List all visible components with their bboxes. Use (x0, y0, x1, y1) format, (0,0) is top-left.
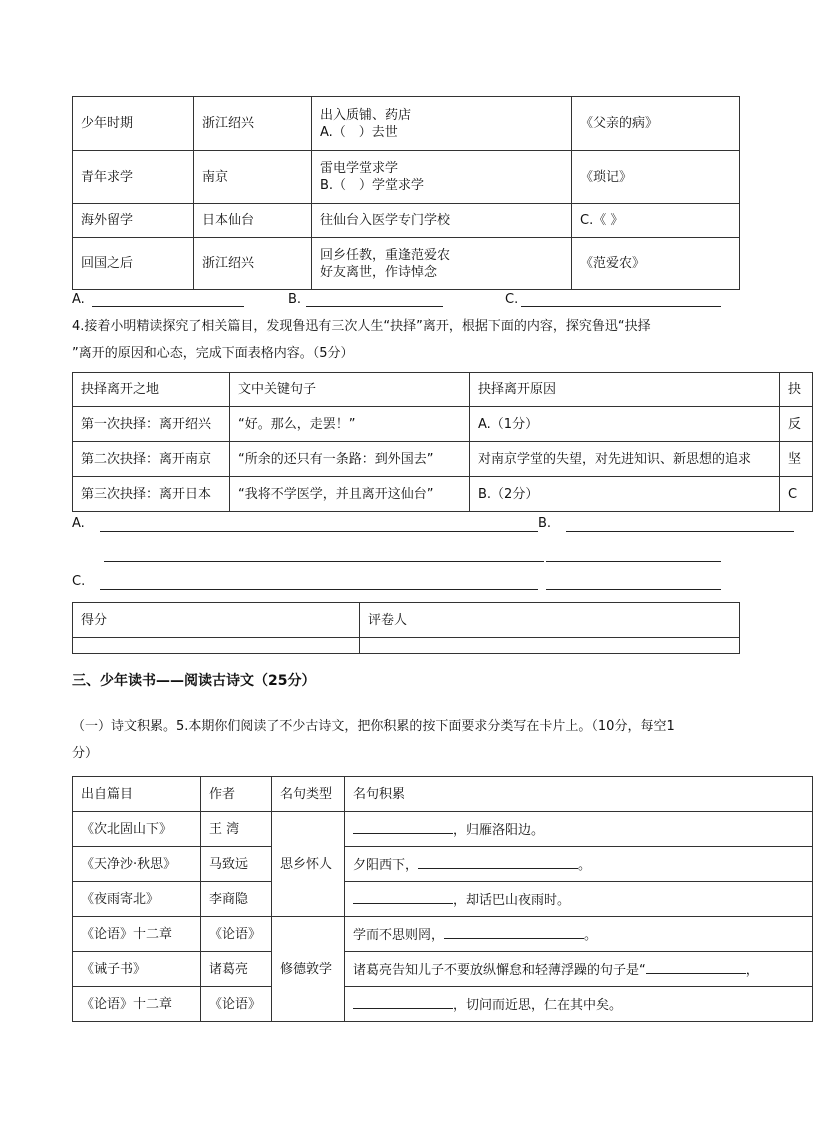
type-cell: 修德敦学 (272, 917, 345, 1022)
table-cell: B.（2分） (470, 477, 780, 512)
cell-event: 回乡任教，重逢范爱农 好友离世，作诗悼念 (312, 238, 572, 290)
header-cell: 出自篇目 (73, 777, 201, 812)
table-cell: “好。那么，走罢！” (230, 407, 470, 442)
author-cell: 马致远 (201, 847, 272, 882)
author-cell: 王 湾 (201, 812, 272, 847)
answer-c-label: C. (505, 292, 519, 307)
source-cell: 《诫子书》 (73, 952, 201, 987)
header-cell: 文中关键句子 (230, 373, 470, 407)
source-cell: 《夜雨寄北》 (73, 882, 201, 917)
table-cell: 坚 (780, 442, 813, 477)
cell-period: 少年时期 (73, 97, 194, 151)
section-title: 三、少年读书——阅读古诗文（25分） (72, 673, 316, 689)
score-value[interactable] (73, 638, 360, 654)
cell-place: 南京 (194, 151, 312, 204)
header-cell: 抉择离开原因 (470, 373, 780, 407)
reviewer-label: 评卷人 (360, 603, 740, 638)
quote-blank[interactable] (646, 959, 746, 974)
answer2-a-blank[interactable] (100, 531, 538, 532)
q5-text-line2: 分） (72, 746, 99, 761)
cell-place: 浙江绍兴 (194, 238, 312, 290)
source-cell: 《论语》十二章 (73, 987, 201, 1022)
poem-table-wrapper (72, 776, 794, 1022)
quote-blank[interactable] (353, 889, 453, 904)
author-cell: 《论语》 (201, 917, 272, 952)
author-cell: 《论语》 (201, 987, 272, 1022)
cell-event: 出入质铺、药店 A.（ ）去世 (312, 97, 572, 151)
answer2-a-label: A. (72, 516, 85, 531)
cell-work: C.《 》 (572, 204, 740, 238)
source-cell: 《天净沙·秋思》 (73, 847, 201, 882)
cell-event: 往仙台入医学专门学校 (312, 204, 572, 238)
quote-blank[interactable] (418, 854, 578, 869)
cell-period: 海外留学 (73, 204, 194, 238)
poem-table (72, 776, 813, 1022)
table-cell: 对南京学堂的失望，对先进知识、新思想的追求 (470, 442, 780, 477)
q5-text-line1: （一）诗文积累。5.本期你们阅读了不少古诗文，把你积累的按下面要求分类写在卡片上。（10分，每空1 (72, 719, 675, 734)
quote-cell: 诸葛亮告知儿子不要放纵懈怠和轻薄浮躁的句子是“ ， (345, 952, 813, 987)
answer-b-blank[interactable] (306, 306, 443, 307)
table-cell: “我将不学医学，并且离开这仙台” (230, 477, 470, 512)
table-cell: C (780, 477, 813, 512)
quote-cell: ，却话巴山夜雨时。 (345, 882, 813, 917)
table-cell: 第二次抉择：离开南京 (73, 442, 230, 477)
cell-work: 《范爱农》 (572, 238, 740, 290)
quote-cell: ，切问而近思，仁在其中矣。 (345, 987, 813, 1022)
answer2-b-label: B. (538, 516, 552, 531)
choice-table (72, 372, 813, 512)
table-cell: 第三次抉择：离开日本 (73, 477, 230, 512)
quote-cell: ，归雁洛阳边。 (345, 812, 813, 847)
score-label: 得分 (73, 603, 360, 638)
quote-blank[interactable] (444, 924, 584, 939)
q4-text-line1: 4.接着小明精读探究了相关篇目，发现鲁迅有三次人生“抉择”离开，根据下面的内容，探究鲁迅“抉择 (72, 319, 651, 334)
answer-c-blank[interactable] (521, 306, 721, 307)
choice-table-wrapper (72, 372, 802, 514)
cell-work: 《父亲的病》 (572, 97, 740, 151)
reviewer-value[interactable] (360, 638, 740, 654)
answer2-b-blank-2[interactable] (104, 561, 544, 562)
header-cell: 抉择离开之地 (73, 373, 230, 407)
answer-b-label: B. (288, 292, 302, 307)
author-cell: 李商隐 (201, 882, 272, 917)
answer2-c-label: C. (72, 574, 86, 589)
quote-cell: 夕阳西下， 。 (345, 847, 813, 882)
quote-blank[interactable] (353, 994, 453, 1009)
header-cell: 名句类型 (272, 777, 345, 812)
answer2-b-blank[interactable] (566, 531, 794, 532)
table-cell: 第一次抉择：离开绍兴 (73, 407, 230, 442)
header-cell: 抉 (780, 373, 813, 407)
cell-work: 《琐记》 (572, 151, 740, 204)
answer-a-blank[interactable] (92, 306, 244, 307)
score-table (72, 602, 740, 654)
cell-place: 日本仙台 (194, 204, 312, 238)
cell-event: 雷电学堂求学 B.（ ）学堂求学 (312, 151, 572, 204)
answer2-b-blank-3[interactable] (546, 561, 721, 562)
cell-period: 回国之后 (73, 238, 194, 290)
answer-a-label: A. (72, 292, 85, 307)
type-cell: 思乡怀人 (272, 812, 345, 917)
source-cell: 《论语》十二章 (73, 917, 201, 952)
table-cell: 反 (780, 407, 813, 442)
quote-cell: 学而不思则罔， 。 (345, 917, 813, 952)
answer2-c-blank-2[interactable] (546, 589, 721, 590)
table-cell: “所余的还只有一条路：到外国去” (230, 442, 470, 477)
author-cell: 诸葛亮 (201, 952, 272, 987)
q4-text-line2: ”离开的原因和心态，完成下面表格内容。（5分） (72, 346, 354, 361)
cell-place: 浙江绍兴 (194, 97, 312, 151)
answer2-c-blank[interactable] (100, 589, 538, 590)
header-cell: 名句积累 (345, 777, 813, 812)
source-cell: 《次北固山下》 (73, 812, 201, 847)
cell-period: 青年求学 (73, 151, 194, 204)
life-table (72, 96, 740, 290)
quote-blank[interactable] (353, 819, 453, 834)
header-cell: 作者 (201, 777, 272, 812)
table-cell: A.（1分） (470, 407, 780, 442)
